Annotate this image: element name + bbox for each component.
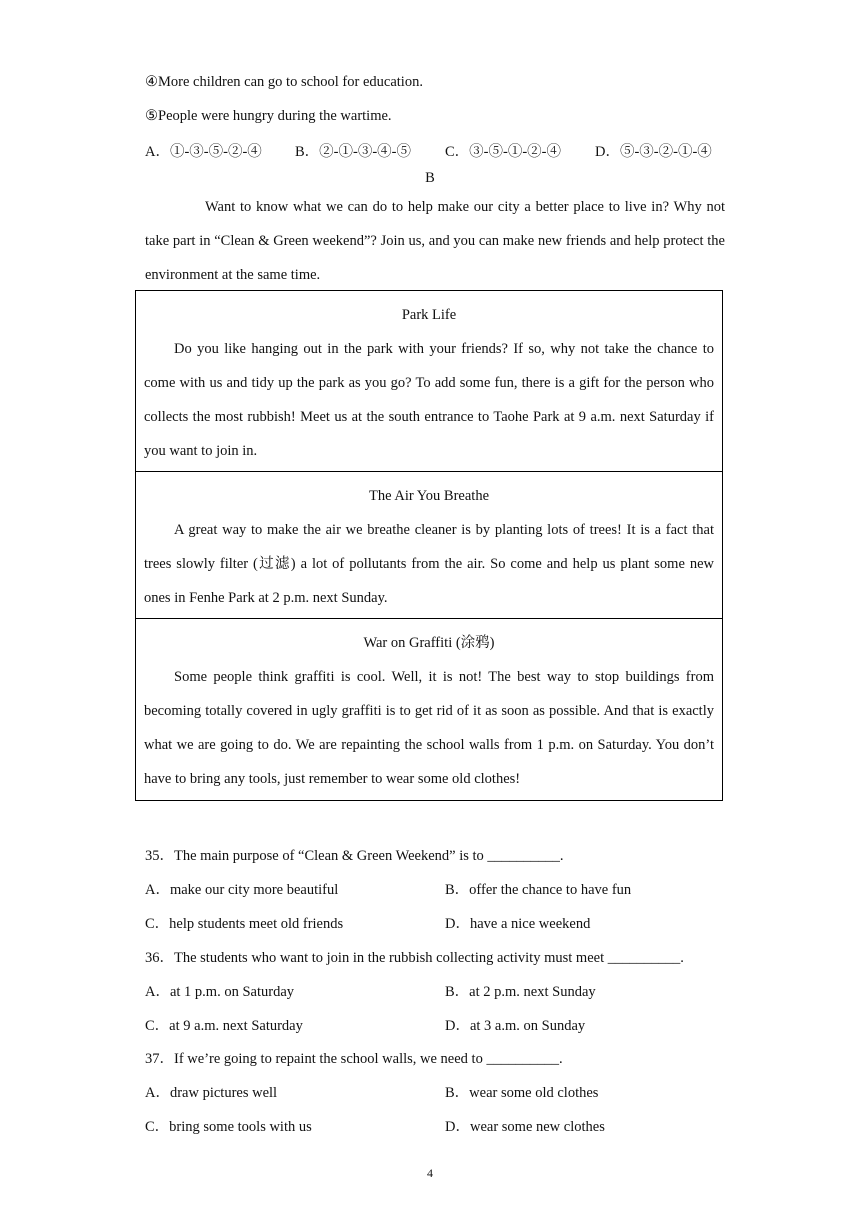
question-36-option-c: C．at 9 a.m. next Saturday [145,1018,303,1034]
question-36-option-a: A．at 1 p.m. on Saturday [145,984,295,1000]
activity-title: War on Graffiti (涂鸦) [363,635,495,651]
question-37-option-b: B．wear some old clothes [445,1085,599,1101]
sequence-item-5: ⑤People were hungry during the wartime. [145,108,392,124]
question-35-option-b: B．offer the chance to have fun [445,882,632,898]
option-a: A．①-③-⑤-②-④ [145,144,262,160]
activity-body: Do you like hanging out in the park with your friends? If so, why not take the chance to come with us and tidy up the park as you go? To add some fun, there is a gift for the person who collects the most rubbish! Meet us at the south entrance to Taohe Park at 9 a.m. next Saturday if you want to join in. [144,341,714,459]
question-35-option-a: A．make our city more beautiful [145,882,339,898]
activity-war-on-graffiti [136,619,722,800]
option-d: D．⑤-③-②-①-④ [595,144,712,160]
question-35-stem: 35．The main purpose of “Clean & Green Weekend” is to __________. [145,848,564,864]
question-36-stem: 36．The students who want to join in the rubbish collecting activity must meet __________. [145,950,684,966]
question-35-option-d: D．have a nice weekend [445,916,591,932]
option-b: B．②-①-③-④-⑤ [295,144,411,160]
question-37-option-c: C．bring some tools with us [145,1119,312,1135]
option-c: C．③-⑤-①-②-④ [445,144,561,160]
question-37-stem: 37．If we’re going to repaint the school walls, we need to __________. [145,1051,563,1067]
activities-table [135,290,723,801]
activity-title: The Air You Breathe [368,488,489,504]
question-37-option-a: A．draw pictures well [145,1085,278,1101]
activity-air-you-breathe [136,472,722,619]
question-36-option-d: D．at 3 a.m. on Sunday [445,1018,586,1034]
page-number: 4 [427,1166,433,1180]
question-35-option-c: C．help students meet old friends [145,916,344,932]
activity-body: A great way to make the air we breathe cleaner is by planting lots of trees! It is a fact that trees slowly filter (过滤) a lot of pollutants from the air. So come and help us plant some new ones in Fenhe Park at 2 p.m. next Sunday. [144,522,714,606]
activity-park-life [136,291,722,472]
activity-body: Some people think graffiti is cool. Well, it is not! The best way to stop buildings from becoming totally covered in ugly graffiti is to get rid of it as soon as possible. And that is exactly what we are going to do. We are repainting the school walls from 1 p.m. on Saturday. You don’t have to bring any tools, just remember to wear some old clothes! [144,669,714,787]
section-heading: B [425,170,435,186]
intro-text: Want to know what we can do to help make our city a better place to live in? Why not take part in “Clean & Green weekend”? Join us, and you can make new friends and help protect the environment at the same time. [145,199,725,283]
question-37-option-d: D．wear some new clothes [445,1119,605,1135]
activity-title: Park Life [401,307,457,323]
sequence-item-4: ④More children can go to school for education. [145,74,423,90]
intro-paragraph [145,190,725,292]
question-36-option-b: B．at 2 p.m. next Sunday [445,984,596,1000]
sequence-options [145,140,712,161]
